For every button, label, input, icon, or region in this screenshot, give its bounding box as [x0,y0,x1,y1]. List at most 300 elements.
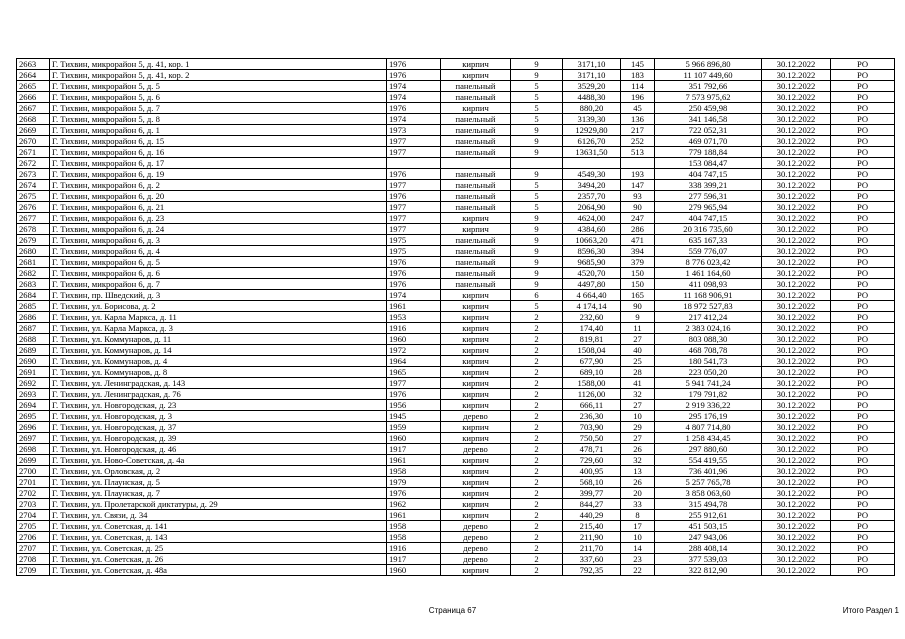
cell-row-number: 2686 [17,312,50,323]
cell-area: 3529,20 [563,81,621,92]
cell-build-year: 1961 [387,510,441,521]
cell-floors: 2 [511,532,563,543]
cell-program: РО [831,389,895,400]
cell-date: 30.12.2022 [762,521,831,532]
cell-row-number: 2690 [17,356,50,367]
cell-date: 30.12.2022 [762,136,831,147]
cell-row-number: 2704 [17,510,50,521]
cell-address: Г. Тихвин, ул. Советская, д. 26 [50,554,387,565]
cell-area: 215,40 [563,521,621,532]
cell-residents: 147 [621,180,655,191]
cell-floors: 2 [511,367,563,378]
table-row [17,532,895,543]
cell-row-number: 2705 [17,521,50,532]
cell-date: 30.12.2022 [762,224,831,235]
cell-floors: 2 [511,411,563,422]
cell-residents: 29 [621,422,655,433]
cell-wall-material: панельный [441,92,511,103]
cell-address: Г. Тихвин, ул. Советская, д. 48а [50,565,387,576]
cell-area: 6126,70 [563,136,621,147]
cell-date: 30.12.2022 [762,235,831,246]
cell-floors: 2 [511,444,563,455]
cell-floors: 2 [511,488,563,499]
cell-wall-material: кирпич [441,499,511,510]
cell-date: 30.12.2022 [762,488,831,499]
cell-area: 3139,30 [563,114,621,125]
cell-program: РО [831,378,895,389]
cell-address: Г. Тихвин, ул. Связи, д. 34 [50,510,387,521]
cell-program: РО [831,158,895,169]
table-row [17,81,895,92]
cell-floors: 9 [511,136,563,147]
cell-area: 750,50 [563,433,621,444]
cell-floors: 2 [511,433,563,444]
cell-row-number: 2700 [17,466,50,477]
data-table-container [16,58,894,576]
table-row [17,444,895,455]
cell-area: 4488,30 [563,92,621,103]
cell-program: РО [831,257,895,268]
cell-date: 30.12.2022 [762,532,831,543]
cell-floors: 5 [511,103,563,114]
cell-cost: 322 812,90 [655,565,762,576]
cell-cost: 411 098,93 [655,279,762,290]
cell-row-number: 2694 [17,400,50,411]
cell-cost: 255 912,61 [655,510,762,521]
table-body [17,59,895,576]
cell-floors: 5 [511,180,563,191]
cell-date: 30.12.2022 [762,400,831,411]
table-row [17,455,895,466]
cell-build-year: 1977 [387,378,441,389]
cell-area: 10663,20 [563,235,621,246]
cell-date: 30.12.2022 [762,114,831,125]
cell-residents: 196 [621,92,655,103]
cell-address: Г. Тихвин, микрорайон 5, д. 41, кор. 1 [50,59,387,70]
cell-wall-material: кирпич [441,477,511,488]
cell-cost: 2 919 336,22 [655,400,762,411]
cell-area: 1508,04 [563,345,621,356]
cell-wall-material: дерево [441,411,511,422]
cell-wall-material: панельный [441,268,511,279]
cell-residents: 32 [621,455,655,466]
cell-build-year: 1979 [387,477,441,488]
cell-residents: 26 [621,444,655,455]
cell-row-number: 2701 [17,477,50,488]
cell-build-year: 1976 [387,268,441,279]
cell-address: Г. Тихвин, микрорайон 5, д. 7 [50,103,387,114]
cell-address: Г. Тихвин, ул. Карла Маркса, д. 11 [50,312,387,323]
cell-cost: 4 807 714,80 [655,422,762,433]
cell-address: Г. Тихвин, ул. Новгородская, д. 46 [50,444,387,455]
cell-area: 689,10 [563,367,621,378]
cell-row-number: 2702 [17,488,50,499]
cell-address: Г. Тихвин, микрорайон 6, д. 23 [50,213,387,224]
cell-floors: 2 [511,554,563,565]
cell-wall-material: кирпич [441,400,511,411]
cell-address: Г. Тихвин, микрорайон 6, д. 19 [50,169,387,180]
cell-address: Г. Тихвин, микрорайон 5, д. 8 [50,114,387,125]
cell-date: 30.12.2022 [762,202,831,213]
cell-date: 30.12.2022 [762,290,831,301]
cell-date: 30.12.2022 [762,92,831,103]
cell-cost: 351 792,66 [655,81,762,92]
cell-address: Г. Тихвин, микрорайон 6, д. 17 [50,158,387,169]
cell-date: 30.12.2022 [762,378,831,389]
cell-area: 1588,00 [563,378,621,389]
table-row [17,235,895,246]
table-row [17,301,895,312]
table-row [17,257,895,268]
cell-area: 568,10 [563,477,621,488]
cell-build-year: 1958 [387,532,441,543]
cell-residents: 471 [621,235,655,246]
cell-floors: 2 [511,565,563,576]
cell-program: РО [831,477,895,488]
cell-program: РО [831,268,895,279]
cell-build-year: 1965 [387,367,441,378]
cell-row-number: 2693 [17,389,50,400]
cell-address: Г. Тихвин, микрорайон 5, д. 41, кор. 2 [50,70,387,81]
cell-floors: 2 [511,400,563,411]
cell-program: РО [831,444,895,455]
cell-date: 30.12.2022 [762,191,831,202]
cell-program: РО [831,235,895,246]
cell-wall-material: кирпич [441,433,511,444]
cell-area: 337,60 [563,554,621,565]
cell-residents: 150 [621,279,655,290]
cell-program: РО [831,543,895,554]
cell-build-year: 1977 [387,213,441,224]
cell-residents: 45 [621,103,655,114]
cell-address: Г. Тихвин, микрорайон 6, д. 24 [50,224,387,235]
cell-residents: 32 [621,389,655,400]
cell-floors: 2 [511,345,563,356]
cell-wall-material: панельный [441,246,511,257]
cell-date: 30.12.2022 [762,180,831,191]
cell-build-year: 1976 [387,279,441,290]
cell-build-year: 1974 [387,114,441,125]
cell-program: РО [831,125,895,136]
cell-program: РО [831,312,895,323]
cell-row-number: 2699 [17,455,50,466]
cell-row-number: 2674 [17,180,50,191]
table-row [17,411,895,422]
cell-build-year: 1953 [387,312,441,323]
cell-build-year: 1974 [387,92,441,103]
cell-wall-material: панельный [441,191,511,202]
cell-row-number: 2664 [17,70,50,81]
cell-address: Г. Тихвин, микрорайон 6, д. 16 [50,147,387,158]
cell-area: 4549,30 [563,169,621,180]
cell-build-year: 1960 [387,334,441,345]
table-row [17,521,895,532]
cell-wall-material: кирпич [441,103,511,114]
cell-program: РО [831,488,895,499]
cell-date: 30.12.2022 [762,103,831,114]
cell-area: 4497,80 [563,279,621,290]
cell-floors: 2 [511,521,563,532]
cell-row-number: 2688 [17,334,50,345]
cell-row-number: 2683 [17,279,50,290]
cell-cost: 341 146,58 [655,114,762,125]
cell-program: РО [831,147,895,158]
cell-area: 174,40 [563,323,621,334]
cell-residents: 90 [621,202,655,213]
cell-program: РО [831,356,895,367]
cell-build-year: 1956 [387,400,441,411]
table-row [17,191,895,202]
cell-address: Г. Тихвин, микрорайон 5, д. 6 [50,92,387,103]
cell-address: Г. Тихвин, ул. Орловская, д. 2 [50,466,387,477]
cell-area: 4 664,40 [563,290,621,301]
cell-wall-material: кирпич [441,367,511,378]
cell-build-year [387,158,441,169]
cell-build-year: 1964 [387,356,441,367]
cell-residents: 40 [621,345,655,356]
cell-residents: 26 [621,477,655,488]
cell-floors: 2 [511,422,563,433]
cell-program: РО [831,510,895,521]
cell-build-year: 1958 [387,466,441,477]
cell-date: 30.12.2022 [762,257,831,268]
cell-row-number: 2708 [17,554,50,565]
cell-wall-material: панельный [441,180,511,191]
cell-wall-material: панельный [441,147,511,158]
cell-area: 4 174,14 [563,301,621,312]
cell-wall-material: кирпич [441,466,511,477]
cell-row-number: 2676 [17,202,50,213]
cell-wall-material: кирпич [441,70,511,81]
cell-residents: 14 [621,543,655,554]
cell-area: 211,70 [563,543,621,554]
cell-address: Г. Тихвин, ул. Советская, д. 141 [50,521,387,532]
cell-residents: 10 [621,532,655,543]
cell-cost: 468 708,78 [655,345,762,356]
cell-program: РО [831,59,895,70]
table-row [17,158,895,169]
cell-address: Г. Тихвин, микрорайон 6, д. 21 [50,202,387,213]
cell-area: 400,95 [563,466,621,477]
cell-row-number: 2678 [17,224,50,235]
cell-residents: 150 [621,268,655,279]
cell-cost: 223 050,20 [655,367,762,378]
cell-date: 30.12.2022 [762,422,831,433]
cell-row-number: 2669 [17,125,50,136]
section-total-label: Итого Раздел 1 [842,606,899,615]
cell-wall-material: кирпич [441,301,511,312]
cell-program: РО [831,180,895,191]
cell-cost: 288 408,14 [655,543,762,554]
cell-address: Г. Тихвин, микрорайон 5, д. 5 [50,81,387,92]
cell-program: РО [831,433,895,444]
cell-cost: 2 383 024,16 [655,323,762,334]
cell-address: Г. Тихвин, микрорайон 6, д. 15 [50,136,387,147]
cell-program: РО [831,422,895,433]
table-row [17,202,895,213]
cell-floors: 9 [511,125,563,136]
table-row [17,279,895,290]
cell-floors: 9 [511,147,563,158]
cell-wall-material: дерево [441,532,511,543]
cell-floors: 9 [511,235,563,246]
cell-build-year: 1916 [387,323,441,334]
cell-row-number: 2666 [17,92,50,103]
cell-row-number: 2671 [17,147,50,158]
cell-cost: 451 503,15 [655,521,762,532]
cell-program: РО [831,345,895,356]
cell-program: РО [831,455,895,466]
cell-date: 30.12.2022 [762,323,831,334]
cell-cost: 5 257 765,78 [655,477,762,488]
cell-wall-material: дерево [441,554,511,565]
cell-residents: 193 [621,169,655,180]
cell-area: 1126,00 [563,389,621,400]
cell-program: РО [831,323,895,334]
table-row [17,169,895,180]
table-row [17,433,895,444]
cell-area: 3494,20 [563,180,621,191]
table-row [17,290,895,301]
cell-address: Г. Тихвин, микрорайон 6, д. 7 [50,279,387,290]
cell-build-year: 1960 [387,565,441,576]
table-row [17,510,895,521]
cell-program: РО [831,554,895,565]
cell-residents: 33 [621,499,655,510]
cell-area: 399,77 [563,488,621,499]
cell-wall-material: дерево [441,543,511,554]
table-row [17,389,895,400]
cell-row-number: 2691 [17,367,50,378]
cell-area: 2357,70 [563,191,621,202]
cell-floors: 5 [511,92,563,103]
cell-date: 30.12.2022 [762,455,831,466]
cell-address: Г. Тихвин, ул. Новгородская, д. 39 [50,433,387,444]
cell-date: 30.12.2022 [762,510,831,521]
cell-floors: 2 [511,455,563,466]
table-row [17,334,895,345]
cell-date: 30.12.2022 [762,345,831,356]
cell-residents: 145 [621,59,655,70]
cell-build-year: 1976 [387,488,441,499]
cell-wall-material: кирпич [441,323,511,334]
cell-date: 30.12.2022 [762,565,831,576]
cell-date: 30.12.2022 [762,543,831,554]
cell-area: 666,11 [563,400,621,411]
table-row [17,92,895,103]
cell-area: 478,71 [563,444,621,455]
cell-program: РО [831,532,895,543]
cell-build-year: 1962 [387,499,441,510]
cell-residents: 28 [621,367,655,378]
cell-date: 30.12.2022 [762,147,831,158]
cell-address: Г. Тихвин, ул. Карла Маркса, д. 3 [50,323,387,334]
cell-residents: 90 [621,301,655,312]
cell-area: 440,29 [563,510,621,521]
cell-date: 30.12.2022 [762,466,831,477]
cell-address: Г. Тихвин, микрорайон 6, д. 20 [50,191,387,202]
table-row [17,246,895,257]
cell-area: 2064,90 [563,202,621,213]
cell-residents: 22 [621,565,655,576]
cell-program: РО [831,400,895,411]
cell-address: Г. Тихвин, ул. Новгородская, д. 23 [50,400,387,411]
cell-area: 677,90 [563,356,621,367]
cell-address: Г. Тихвин, ул. Плаунская, д. 5 [50,477,387,488]
table-row [17,378,895,389]
cell-row-number: 2673 [17,169,50,180]
cell-build-year: 1945 [387,411,441,422]
cell-wall-material: кирпич [441,213,511,224]
cell-date: 30.12.2022 [762,554,831,565]
cell-floors: 2 [511,466,563,477]
cell-address: Г. Тихвин, микрорайон 6, д. 6 [50,268,387,279]
cell-cost: 315 494,78 [655,499,762,510]
cell-residents: 8 [621,510,655,521]
cell-build-year: 1961 [387,455,441,466]
cell-wall-material: кирпич [441,356,511,367]
cell-row-number: 2663 [17,59,50,70]
cell-floors: 2 [511,334,563,345]
cell-cost: 779 188,84 [655,147,762,158]
cell-floors [511,158,563,169]
cell-residents: 11 [621,323,655,334]
table-row [17,147,895,158]
cell-floors: 9 [511,59,563,70]
cell-build-year: 1977 [387,180,441,191]
cell-date: 30.12.2022 [762,477,831,488]
cell-cost: 722 052,31 [655,125,762,136]
table-row [17,70,895,81]
cell-residents: 165 [621,290,655,301]
cell-date: 30.12.2022 [762,268,831,279]
cell-program: РО [831,565,895,576]
cell-address: Г. Тихвин, ул. Ленинградская, д. 143 [50,378,387,389]
cell-row-number: 2689 [17,345,50,356]
cell-build-year: 1977 [387,147,441,158]
cell-program: РО [831,202,895,213]
cell-build-year: 1975 [387,246,441,257]
cell-residents: 20 [621,488,655,499]
cell-residents [621,158,655,169]
cell-program: РО [831,169,895,180]
cell-wall-material: панельный [441,136,511,147]
cell-date: 30.12.2022 [762,411,831,422]
cell-cost: 297 880,60 [655,444,762,455]
cell-program: РО [831,103,895,114]
cell-date: 30.12.2022 [762,158,831,169]
cell-cost: 7 573 975,62 [655,92,762,103]
cell-date: 30.12.2022 [762,169,831,180]
cell-wall-material: кирпич [441,422,511,433]
cell-cost: 20 316 735,60 [655,224,762,235]
cell-cost: 469 071,70 [655,136,762,147]
cell-cost: 3 858 063,60 [655,488,762,499]
cell-date: 30.12.2022 [762,246,831,257]
table-row [17,477,895,488]
cell-address: Г. Тихвин, ул. Пролетарской диктатуры, д. 29 [50,499,387,510]
cell-address: Г. Тихвин, ул. Новгородская, д. 37 [50,422,387,433]
cell-address: Г. Тихвин, ул. Борисова, д. 2 [50,301,387,312]
cell-wall-material: кирпич [441,345,511,356]
cell-build-year: 1917 [387,554,441,565]
cell-row-number: 2706 [17,532,50,543]
housing-table [16,58,895,576]
cell-residents: 27 [621,334,655,345]
cell-cost: 18 972 527,83 [655,301,762,312]
cell-build-year: 1976 [387,191,441,202]
cell-row-number: 2703 [17,499,50,510]
